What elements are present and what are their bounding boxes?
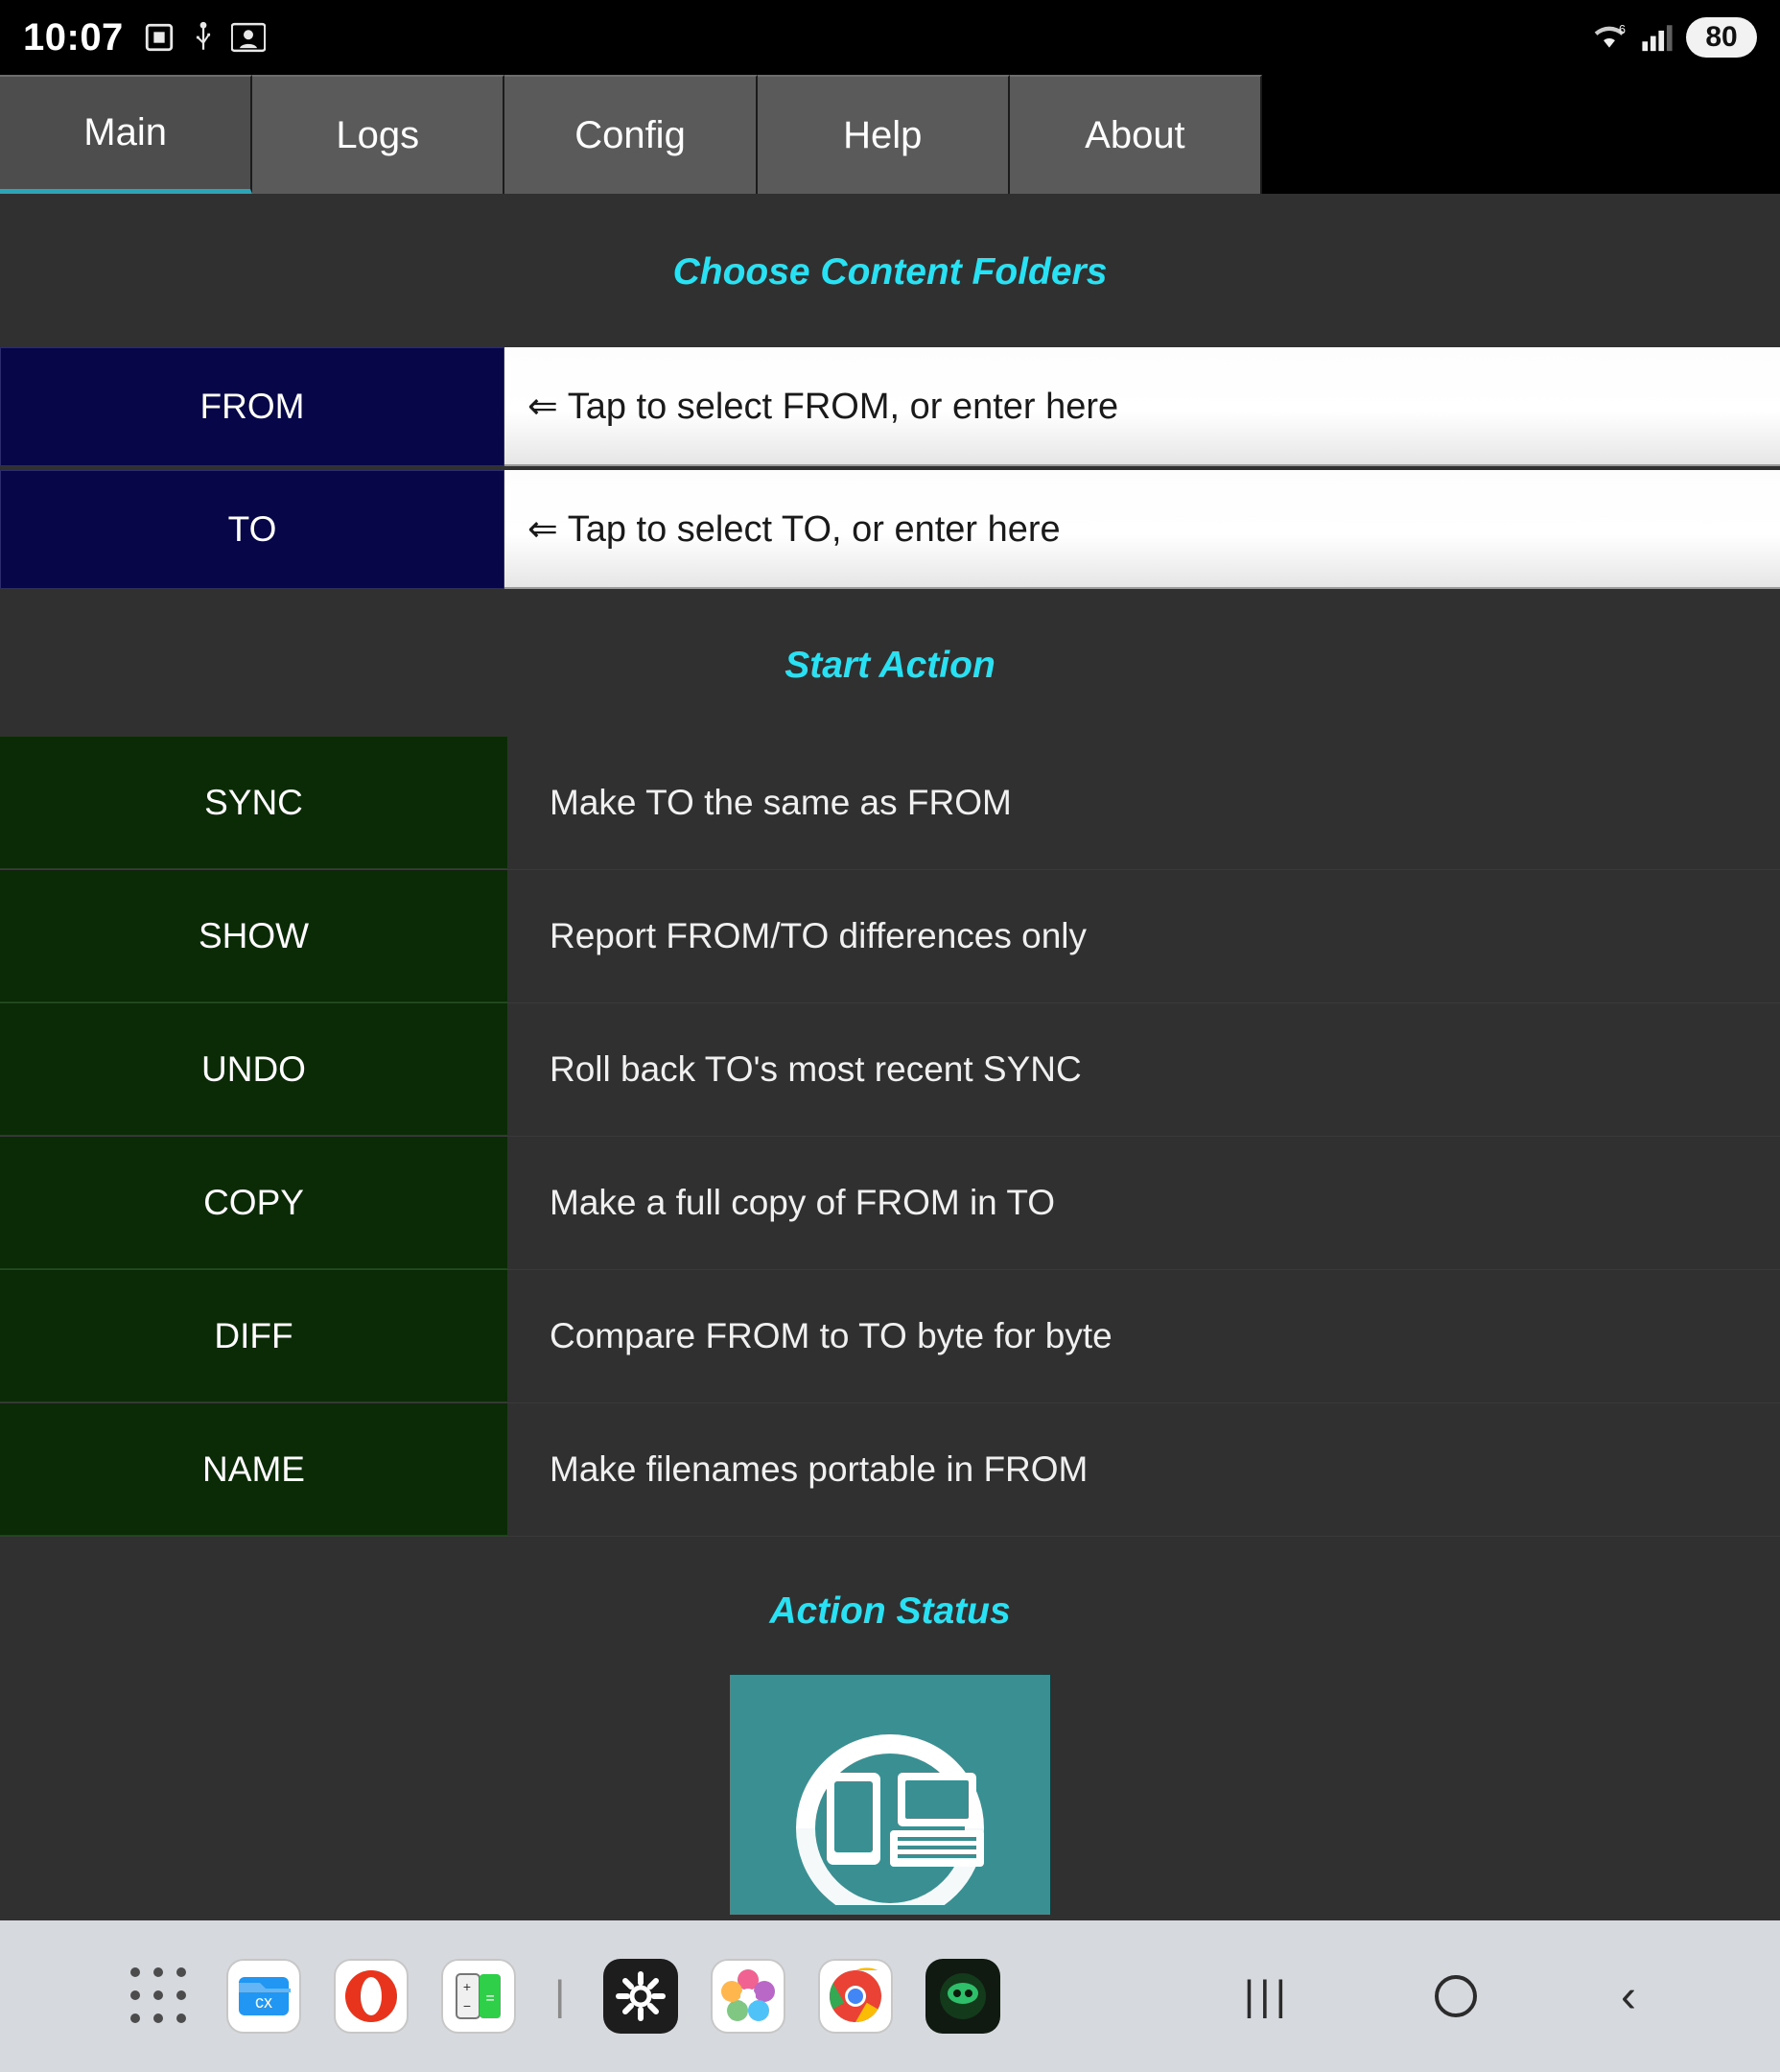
svg-text:=: =	[485, 1990, 495, 2007]
system-navigation-bar	[1244, 1970, 1780, 2023]
dock-app-list	[0, 1959, 1000, 2034]
folder-row-to	[0, 470, 1780, 589]
vpn-ninja-icon[interactable]	[925, 1959, 1000, 2034]
choose-content-folders-title: Choose Content Folders	[672, 251, 1108, 293]
action-row-sync	[0, 737, 1780, 870]
home-circle-icon[interactable]	[1435, 1975, 1477, 2017]
diff-button[interactable]: DIFF	[0, 1270, 507, 1402]
tab-config[interactable]: Config	[504, 75, 757, 194]
action-status-area	[0, 1675, 1780, 1915]
svg-text:−: −	[462, 1998, 472, 2013]
status-left-icons	[143, 21, 266, 54]
usb-icon	[191, 21, 216, 54]
cellular-signal-icon	[1640, 21, 1675, 54]
tab-logs[interactable]: Logs	[252, 75, 504, 194]
action-row-diff	[0, 1270, 1780, 1403]
calculator-icon[interactable]	[441, 1959, 516, 2034]
from-folder-button[interactable]: FROM	[0, 347, 504, 466]
from-folder-input[interactable]: ⇐ Tap to select FROM, or enter here	[504, 347, 1780, 466]
folder-row-from	[0, 347, 1780, 466]
dock-divider: |	[554, 1972, 566, 2019]
status-clock: 10:07	[23, 15, 124, 59]
undo-button[interactable]: UNDO	[0, 1003, 507, 1136]
screenshot-icon	[143, 21, 176, 54]
back-button[interactable]: ‹	[1621, 1970, 1636, 2022]
action-status-title: Action Status	[769, 1590, 1011, 1632]
recents-button[interactable]: |||	[1243, 1972, 1292, 2019]
action-row-name	[0, 1403, 1780, 1537]
bottom-dock	[0, 1920, 1780, 2072]
contacts-app-icon	[231, 22, 266, 53]
sync-description: Make TO the same as FROM	[550, 783, 1012, 822]
show-button[interactable]: SHOW	[0, 870, 507, 1002]
svg-text:cx: cx	[255, 1992, 272, 2012]
status-bar	[0, 0, 1780, 75]
action-row-show	[0, 870, 1780, 1003]
name-description: Make filenames portable in FROM	[550, 1449, 1089, 1489]
copy-description: Make a full copy of FROM in TO	[550, 1183, 1056, 1222]
to-folder-input[interactable]: ⇐ Tap to select TO, or enter here	[504, 470, 1780, 589]
file-manager-icon[interactable]	[226, 1959, 301, 2034]
start-action-title: Start Action	[785, 645, 995, 686]
tab-help[interactable]: Help	[758, 75, 1010, 194]
svg-text:6: 6	[1618, 21, 1627, 36]
to-folder-button[interactable]: TO	[0, 470, 504, 589]
status-right-icons	[1590, 17, 1757, 58]
action-list	[0, 737, 1780, 1537]
action-row-undo	[0, 1003, 1780, 1137]
app-drawer-icon[interactable]	[125, 1962, 194, 2031]
chrome-browser-icon[interactable]	[818, 1959, 893, 2034]
tab-bar	[0, 75, 1262, 194]
wifi-6-icon	[1590, 21, 1628, 54]
sync-button[interactable]: SYNC	[0, 737, 507, 869]
photos-flower-icon[interactable]	[711, 1959, 785, 2034]
diff-description: Compare FROM to TO byte for byte	[550, 1316, 1112, 1355]
settings-gear-icon[interactable]	[603, 1959, 678, 2034]
tab-bar-filler	[1262, 75, 1780, 194]
show-description: Report FROM/TO differences only	[550, 916, 1088, 955]
battery-indicator: 80	[1686, 17, 1757, 58]
svg-text:+: +	[462, 1979, 472, 1994]
sync-devices-logo	[730, 1675, 1050, 1915]
folder-selection-group	[0, 347, 1780, 589]
copy-button[interactable]: COPY	[0, 1137, 507, 1269]
action-row-copy	[0, 1137, 1780, 1270]
app-content	[0, 194, 1780, 1920]
undo-description: Roll back TO's most recent SYNC	[550, 1049, 1082, 1089]
tab-about[interactable]: About	[1010, 75, 1262, 194]
opera-browser-icon[interactable]	[334, 1959, 409, 2034]
tab-main[interactable]: Main	[0, 75, 252, 194]
name-button[interactable]: NAME	[0, 1403, 507, 1536]
